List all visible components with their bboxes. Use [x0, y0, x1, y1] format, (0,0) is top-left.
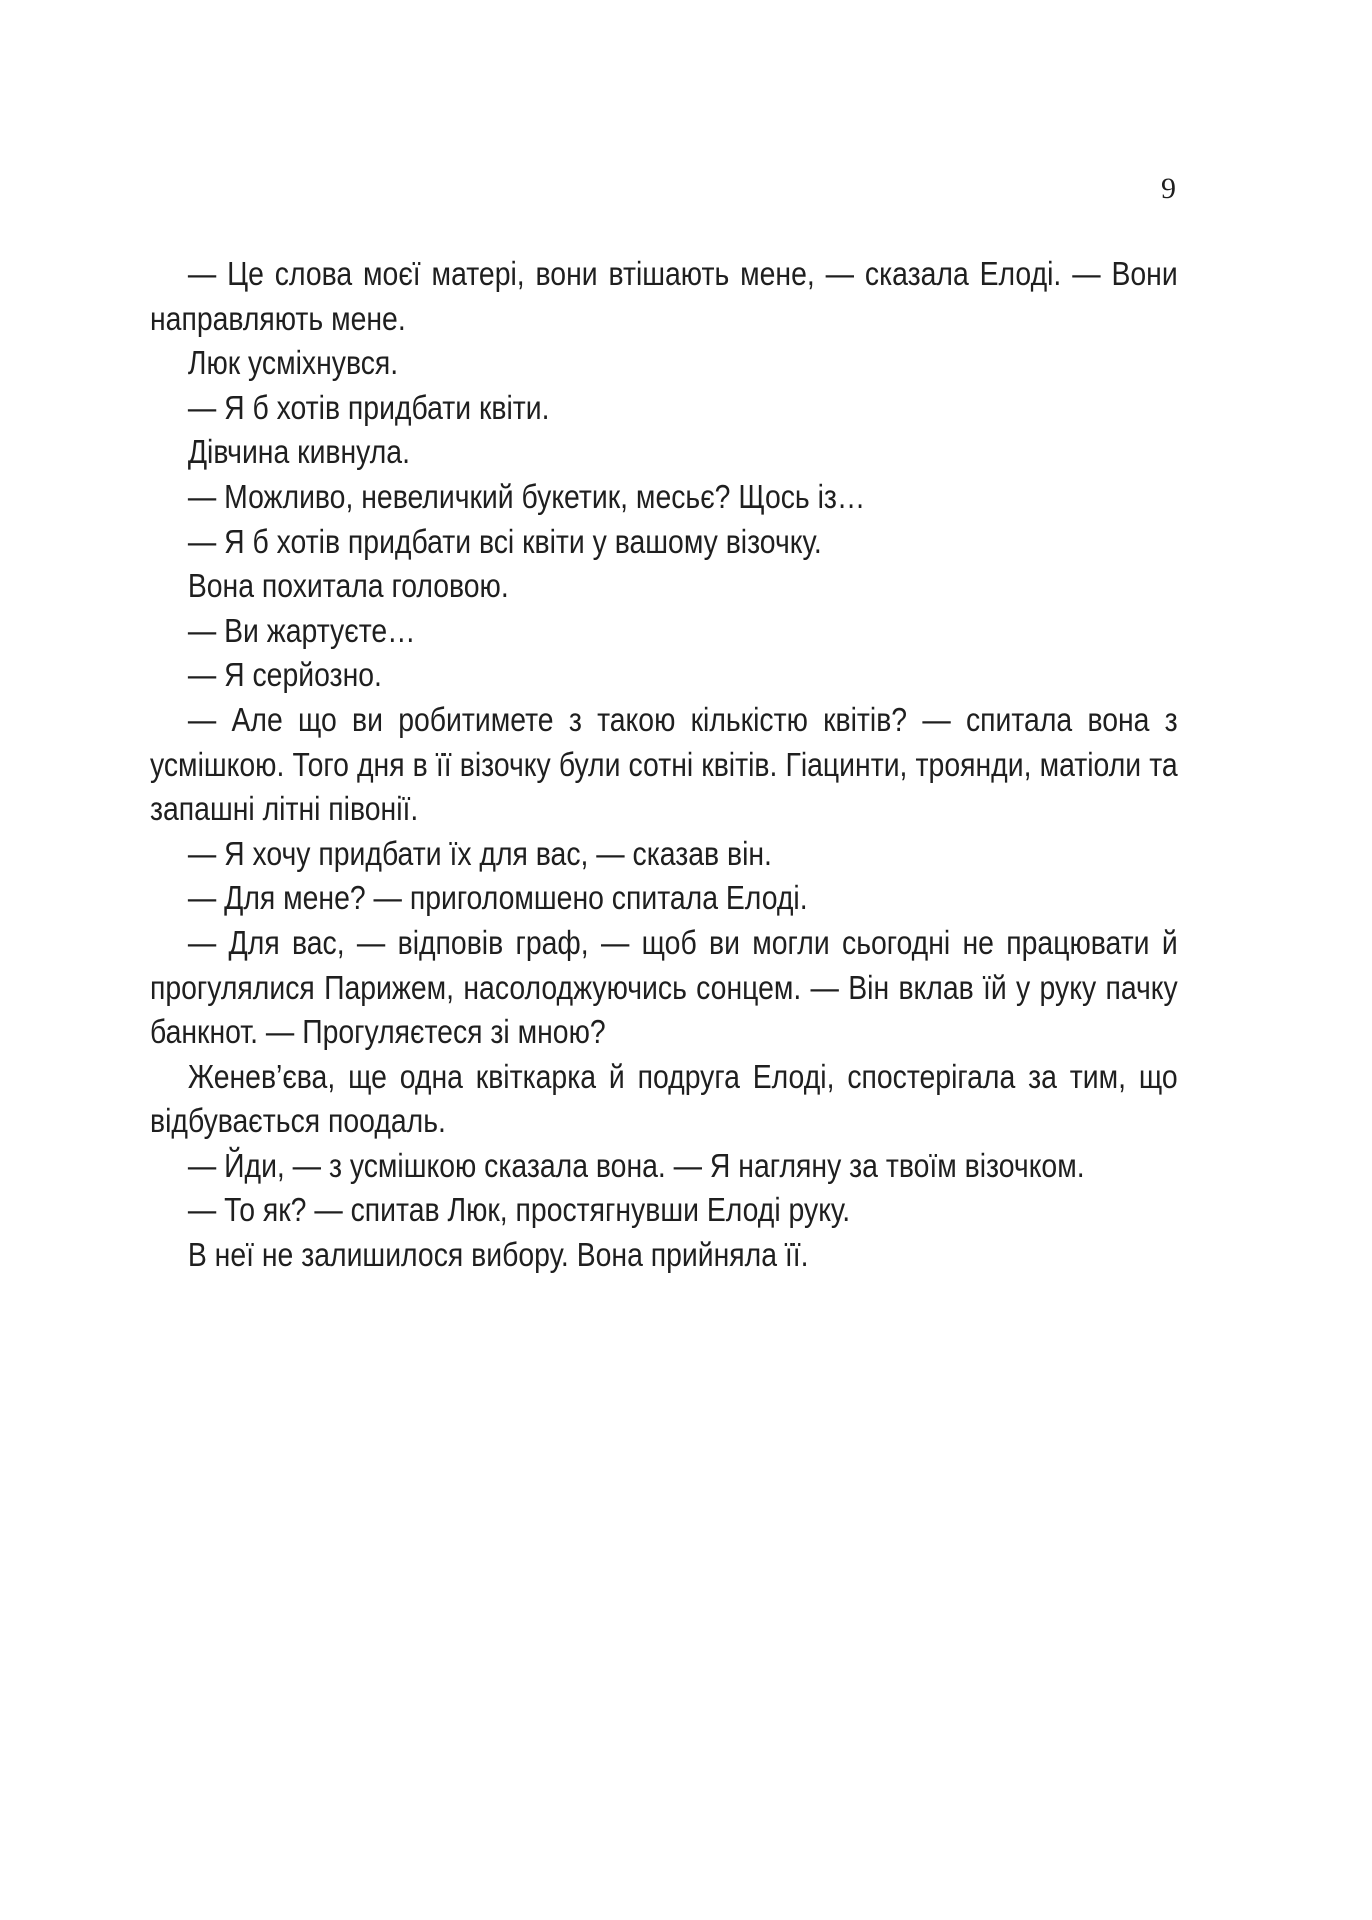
paragraph-15: — Йди, — з усмішкою сказала вона. — Я нагляну за твоїм візочком.: [187, 1146, 1085, 1184]
paragraph-6: — Я б хотів придбати всі квіти у вашому візочку.: [187, 522, 822, 560]
paragraph-9: — Я серйозно.: [187, 656, 382, 694]
paragraph-11: — Я хочу придбати їх для вас, — сказав він.: [187, 834, 772, 872]
body-text: [150, 252, 1178, 1278]
paragraph-16: — То як? — спитав Люк, простягнувши Елоді руку.: [187, 1191, 851, 1229]
paragraph-17: В неї не залишилося вибору. Вона прийняла її.: [187, 1236, 809, 1274]
page-number: 9: [1161, 172, 1176, 205]
paragraph-12: — Для мене? — приголомшено спитала Елоді.: [187, 879, 808, 917]
paragraph-3: — Я б хотів придбати квіти.: [187, 388, 550, 426]
paragraph-13: — Для вас, — відповів граф, — щоб ви могли сьогодні не працювати й прогулялися Парижем, насолоджуючись сонцем. — Він вклав їй у руку пачку банкнот. — Прогуляєтеся зі мною?: [150, 923, 1178, 1051]
paragraph-5: — Можливо, невеличкий букетик, месьє? Щось із…: [187, 477, 866, 515]
paragraph-10: — Але що ви робитимете з такою кількістю квітів? — спитала вона з усмішкою. Того дня в її візочку були сотні квітів. Гіацинти, троянди, матіоли та запашні літні півонії.: [150, 700, 1178, 828]
paragraph-1: — Це слова моєї матері, вони втішають мене, — сказала Елоді. — Вони направляють мене.: [150, 255, 1178, 337]
paragraph-8: — Ви жартуєте…: [187, 611, 416, 649]
paragraph-7: Вона похитала головою.: [187, 567, 509, 605]
paragraph-14: Женев’єва, ще одна квіткарка й подруга Елоді, спостерігала за тим, що відбувається поодаль.: [150, 1057, 1178, 1140]
paragraph-4: Дівчина кивнула.: [187, 433, 410, 471]
paragraph-2: Люк усміхнувся.: [187, 344, 399, 382]
